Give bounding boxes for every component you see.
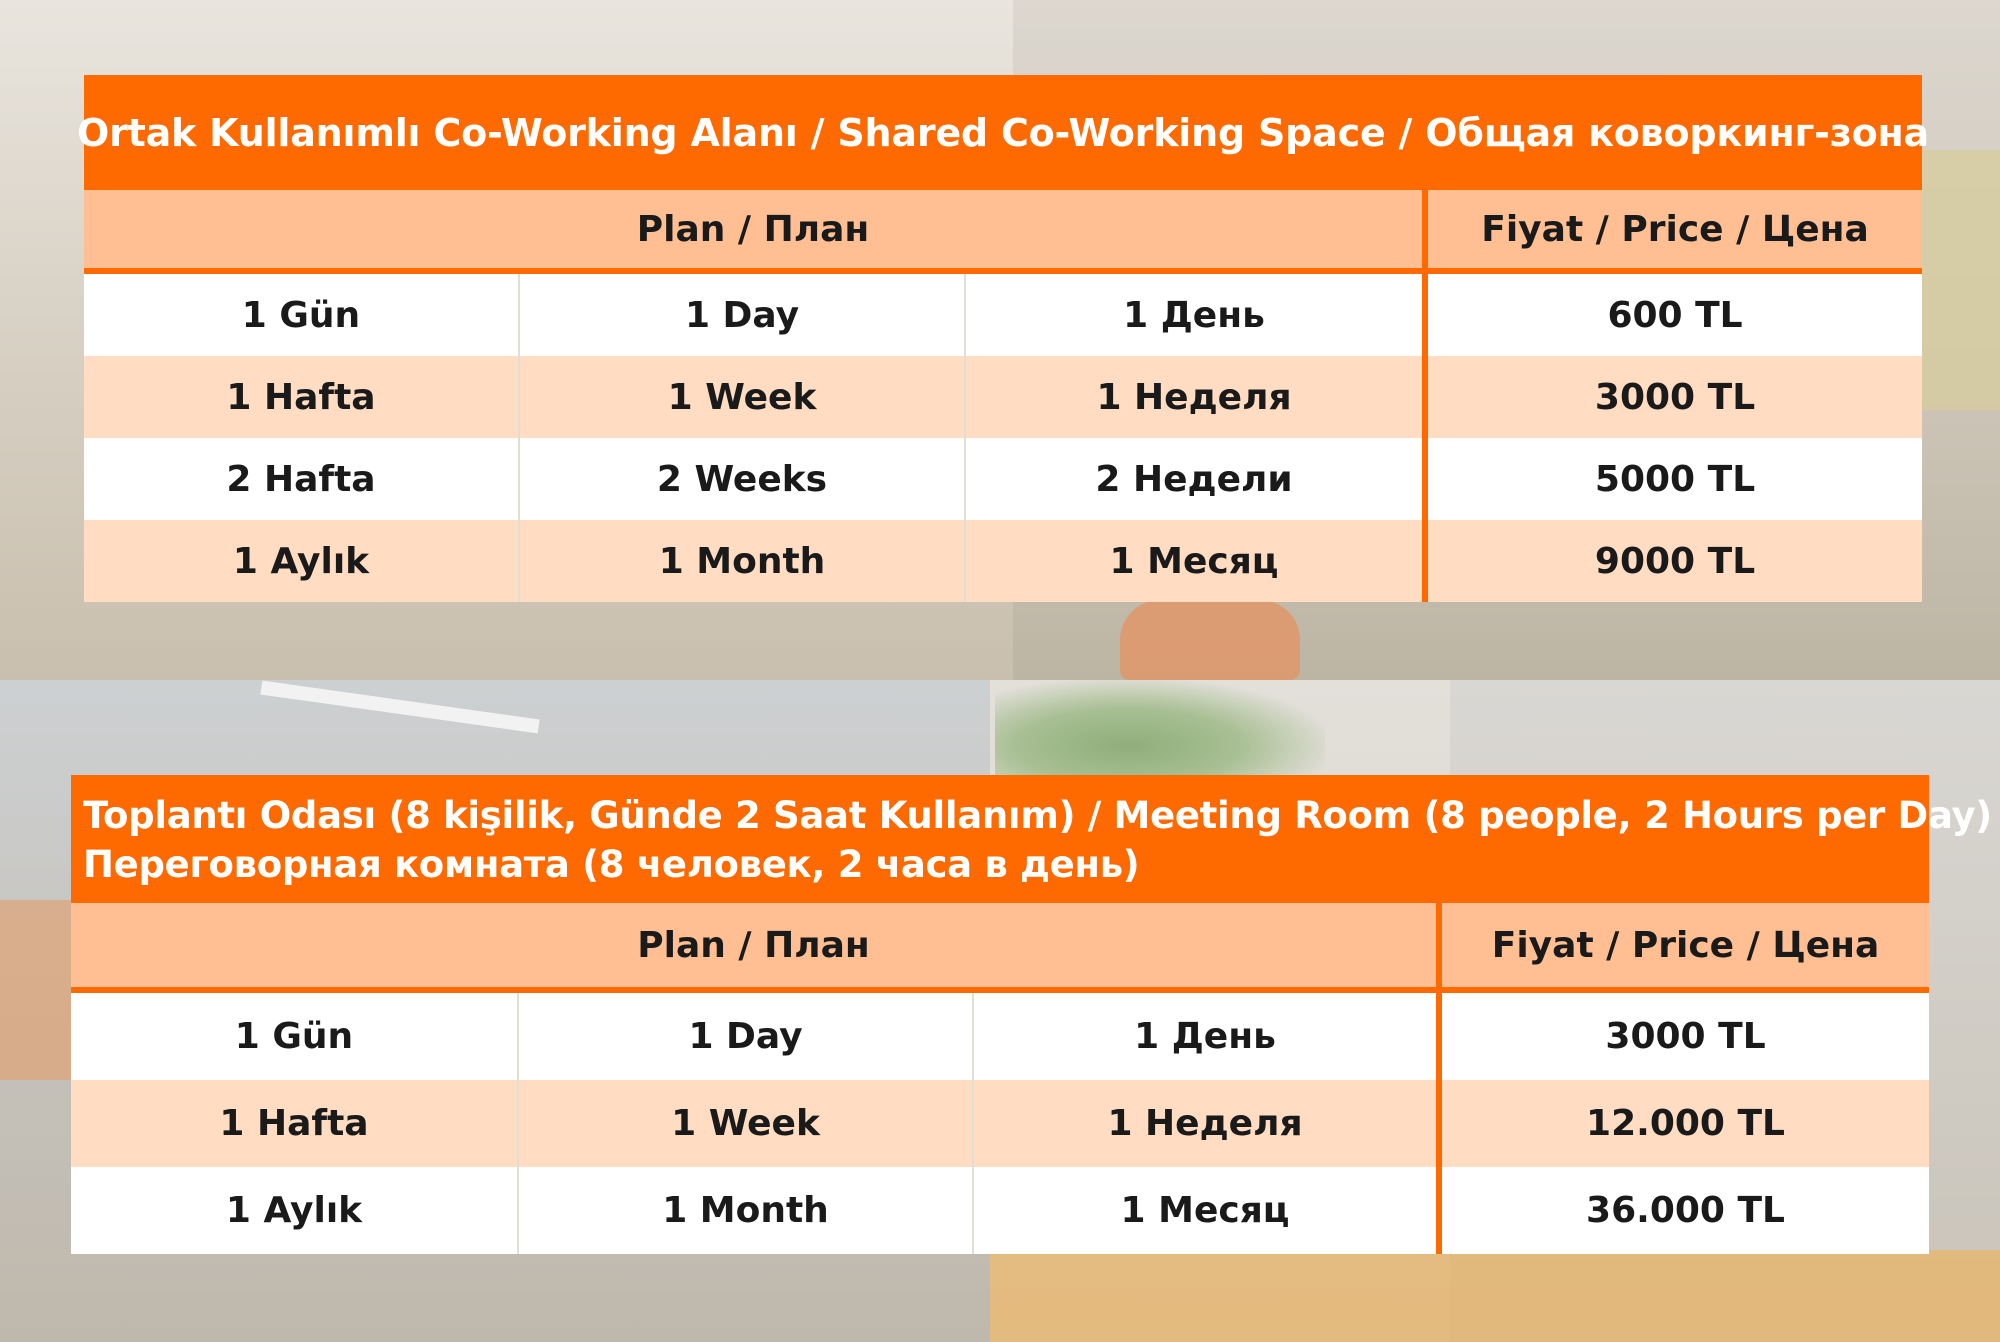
plan-tr-cell: 1 Hafta <box>71 1080 518 1167</box>
table-row <box>84 438 1922 520</box>
plan-en-cell: 2 Weeks <box>519 438 965 520</box>
price-cell: 12.000 TL <box>1439 1080 1929 1167</box>
plan-ru-cell: 1 Месяц <box>973 1167 1439 1254</box>
plan-en-cell: 1 Month <box>519 520 965 602</box>
coworking-table <box>84 190 1922 602</box>
plan-ru-cell: 1 Месяц <box>965 520 1425 602</box>
table-row <box>71 1080 1929 1167</box>
plan-column-header: Plan / План <box>71 903 1439 990</box>
coworking-header-row <box>84 190 1922 271</box>
price-column-header: Fiyat / Price / Цена <box>1439 903 1929 990</box>
plan-ru-cell: 1 День <box>973 990 1439 1080</box>
price-cell: 36.000 TL <box>1439 1167 1929 1254</box>
plan-ru-cell: 2 Недели <box>965 438 1425 520</box>
plan-tr-cell: 1 Aylık <box>84 520 519 602</box>
plan-ru-cell: 1 День <box>965 271 1425 356</box>
price-column-header: Fiyat / Price / Цена <box>1425 190 1922 271</box>
price-cell: 3000 TL <box>1425 356 1922 438</box>
plan-en-cell: 1 Day <box>518 990 973 1080</box>
meeting-room-table <box>71 903 1929 1254</box>
plan-tr-cell: 1 Aylık <box>71 1167 518 1254</box>
coworking-price-table <box>76 75 1930 602</box>
meeting-room-title-line2: Переговорная комната (8 человек, 2 часа в день) <box>83 843 1140 886</box>
plan-tr-cell: 2 Hafta <box>84 438 519 520</box>
price-cell: 9000 TL <box>1425 520 1922 602</box>
plan-tr-cell: 1 Hafta <box>84 356 519 438</box>
price-cell: 600 TL <box>1425 271 1922 356</box>
plan-en-cell: 1 Month <box>518 1167 973 1254</box>
price-cell: 5000 TL <box>1425 438 1922 520</box>
plan-en-cell: 1 Week <box>518 1080 973 1167</box>
price-cell: 3000 TL <box>1439 990 1929 1080</box>
meeting-header-row <box>71 903 1929 990</box>
meeting-room-title <box>71 775 1992 903</box>
table-row <box>84 520 1922 602</box>
plan-tr-cell: 1 Gün <box>71 990 518 1080</box>
plan-en-cell: 1 Week <box>519 356 965 438</box>
plan-tr-cell: 1 Gün <box>84 271 519 356</box>
meeting-room-title-line1: Toplantı Odası (8 kişilik, Günde 2 Saat Kullanım) / Meeting Room (8 people, 2 Hours per Day) <box>83 794 1992 837</box>
table-row <box>84 271 1922 356</box>
plan-ru-cell: 1 Неделя <box>973 1080 1439 1167</box>
table-row <box>84 356 1922 438</box>
plan-column-header: Plan / План <box>84 190 1425 271</box>
coworking-title: Ortak Kullanımlı Co-Working Alanı / Shared Co-Working Space / Общая коворкинг-зона <box>84 75 1922 190</box>
plan-en-cell: 1 Day <box>519 271 965 356</box>
plan-ru-cell: 1 Неделя <box>965 356 1425 438</box>
table-row <box>71 990 1929 1080</box>
table-row <box>71 1167 1929 1254</box>
meeting-room-price-table <box>71 775 1992 1254</box>
